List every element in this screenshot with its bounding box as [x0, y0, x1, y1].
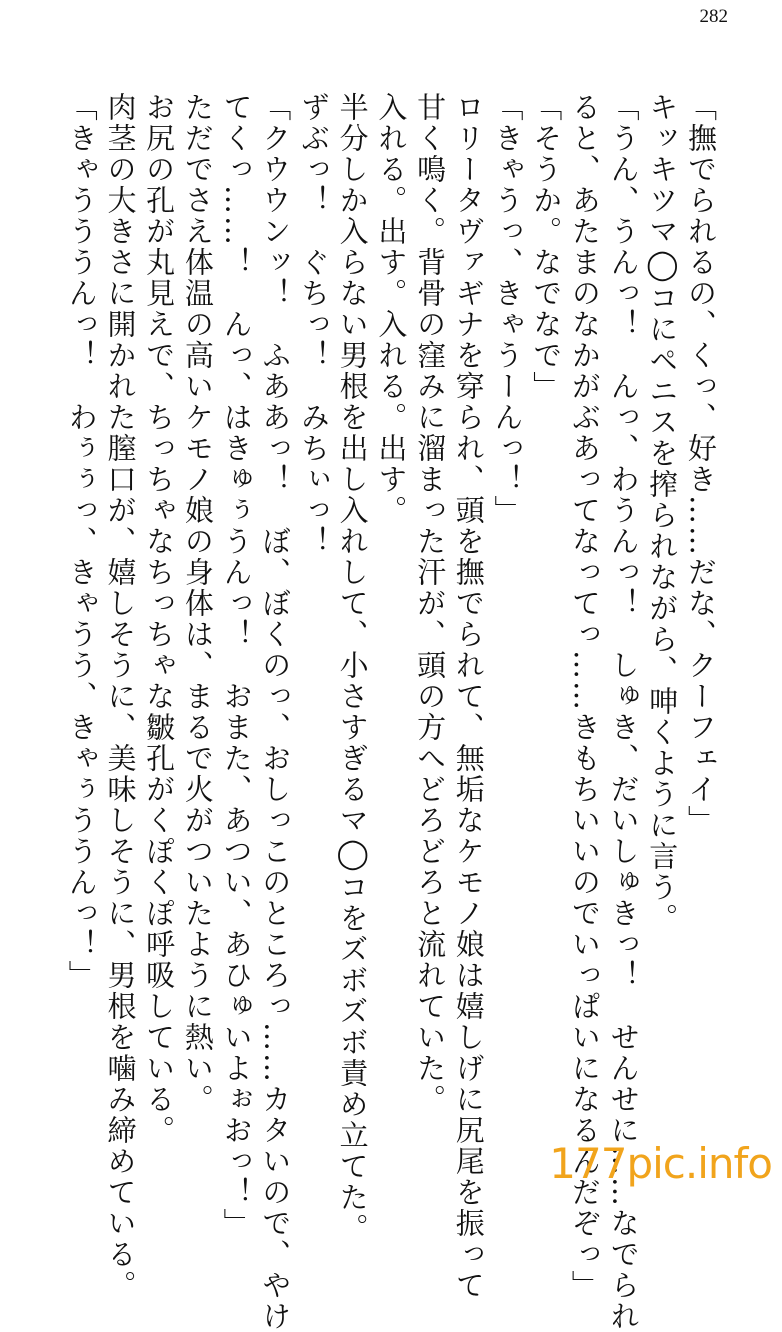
text-line: 甘く鳴く。背骨の窪みに溜まった汗が、頭の方へどろどろと流れていた。 [413, 92, 448, 1115]
text-line: お尻の孔が丸見えで、ちっちゃなちっちゃな皺孔がくぽくぽ呼吸している。 [142, 92, 177, 1146]
text-line: 肉茎の大きさに開かれた膣口が、嬉しそうに、美味しそうに、男根を噛み締めている。 [103, 92, 138, 1301]
text-line: 「うん、うんっ！ んっ、わうんっ！ しゅき、だいしゅきっ！ せんせに……なでられ [606, 92, 641, 1332]
watermark: 177pic.info [549, 1139, 772, 1188]
text-line: キッキツマ◯コにペニスを搾られながら、呻くように言う。 [645, 92, 680, 934]
text-line: 半分しか入らない男根を出し入れして、小さすぎるマ◯コをズボズボ責め立てた。 [335, 92, 370, 1244]
text-line: 「クウウンッ！ ふああっ！ ぼ、ぼくのっ、おしっこのところっ……カタいので、やけ [258, 92, 293, 1332]
text-line: ただでさえ体温の高いケモノ娘の身体は、まるで火がついたように熱い。 [180, 92, 215, 1115]
text-line: ロリータヴァギナを穿られ、頭を撫でられて、無垢なケモノ娘は嬉しげに尻尾を振って [451, 92, 486, 1301]
text-line: 「きゃうううんっ！ わぅぅっ、きゃうう、きゃぅううんっ！」 [64, 92, 99, 991]
text-line: 「撫でられるの、くっ、好き……だな、クーフェイ」 [684, 92, 718, 836]
text-line: てくっ……！ んっ、はきゅぅうんっ！ おまた、あつい、あひゅいよぉおっ！」 [219, 92, 254, 1239]
text-line: ずぶっ！ ぐちっ！ みちぃっ！ [296, 92, 331, 557]
text-line: 「そうか。なでなで」 [529, 92, 564, 402]
text-line: 「きゃうっ、きゃうーんっ！」 [490, 92, 525, 526]
page-number: 282 [699, 6, 728, 27]
text-line: 入れる。出す。入れる。出す。 [374, 92, 409, 526]
text-line: ると、あたまのなかがぶあってなってっ……きもちいいのでいっぱいになるんだぞっ」 [567, 92, 602, 1301]
